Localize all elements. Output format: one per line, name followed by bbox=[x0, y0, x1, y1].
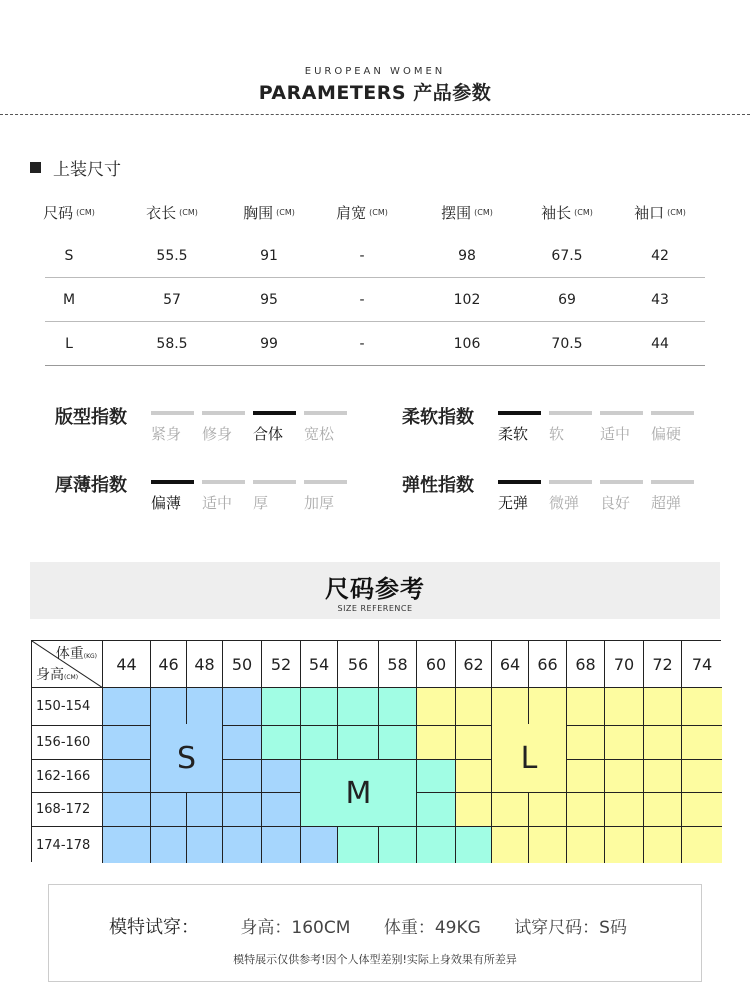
size-cell-s bbox=[103, 793, 151, 827]
size-cell-s bbox=[223, 760, 262, 793]
size-cell-m bbox=[417, 827, 456, 863]
height-row-label: 168-172 bbox=[32, 793, 103, 827]
size-cell-l bbox=[492, 688, 529, 726]
size-cell-l bbox=[567, 793, 605, 827]
size-table-cell: 106 bbox=[453, 335, 481, 352]
unit-label: (CM) bbox=[76, 207, 95, 217]
size-cell-l bbox=[492, 793, 529, 827]
size-cell-l bbox=[682, 688, 722, 726]
size-letter: L bbox=[520, 740, 538, 776]
weight-column-header: 64 bbox=[492, 641, 529, 688]
index-option bbox=[304, 411, 347, 444]
index-label: 弹性指数 bbox=[402, 475, 474, 496]
index-option-bar bbox=[651, 411, 694, 415]
size-cell-s bbox=[223, 793, 262, 827]
size-table-cell: 44 bbox=[651, 335, 669, 352]
header-text: 袖长 bbox=[541, 203, 572, 222]
size-letter: S bbox=[176, 740, 197, 776]
weight-column-header: 50 bbox=[223, 641, 262, 688]
size-cell-m bbox=[338, 827, 379, 863]
size-table-cell: 42 bbox=[651, 247, 669, 264]
weight-column-header: 72 bbox=[644, 641, 682, 688]
size-zone-l bbox=[492, 724, 567, 793]
size-letter: M bbox=[345, 775, 372, 811]
size-cell-s bbox=[223, 726, 262, 760]
unit-label: (CM) bbox=[179, 207, 198, 217]
index-option-text: 紧身 bbox=[151, 425, 182, 443]
size-zone-s bbox=[151, 724, 223, 793]
index-option bbox=[151, 480, 194, 513]
weight-column-header: 68 bbox=[567, 641, 605, 688]
size-zone-m bbox=[301, 760, 417, 827]
index-option-text: 超弹 bbox=[651, 494, 682, 512]
unit-label: (CM) bbox=[667, 207, 686, 217]
index-option bbox=[651, 480, 694, 513]
size-cell-m bbox=[379, 726, 417, 760]
section-title bbox=[30, 155, 121, 180]
unit-label: (CM) bbox=[369, 207, 388, 217]
size-cell-l bbox=[529, 688, 567, 726]
header-text: 衣长 bbox=[146, 203, 177, 222]
header-text: 尺码 bbox=[43, 203, 74, 222]
size-table-cell: 57 bbox=[163, 291, 181, 308]
size-table-cell: - bbox=[359, 247, 365, 264]
header-text: 袖口 bbox=[634, 203, 665, 222]
size-cell-l bbox=[417, 688, 456, 726]
unit-label: (CM) bbox=[474, 207, 493, 217]
index-option bbox=[651, 411, 694, 444]
size-cell-l bbox=[492, 827, 529, 863]
index-option-bar bbox=[600, 411, 643, 415]
index-option bbox=[600, 411, 643, 444]
header-title-en: PARAMETERS bbox=[258, 82, 407, 104]
size-cell-l bbox=[456, 760, 492, 793]
size-reference-title: 尺码参考 bbox=[325, 575, 425, 603]
size-table-header-cell bbox=[24, 190, 114, 234]
weight-column-header: 74 bbox=[682, 641, 722, 688]
size-table-cell: 69 bbox=[558, 291, 576, 308]
size-cell-l bbox=[567, 726, 605, 760]
index-option-bar bbox=[151, 480, 194, 484]
index-option-bar bbox=[651, 480, 694, 484]
index-option-text: 软 bbox=[549, 425, 565, 443]
size-cell-l bbox=[644, 793, 682, 827]
size-reference-subtitle: SIZE REFERENCE bbox=[337, 604, 413, 613]
size-cell-l bbox=[456, 793, 492, 827]
square-bullet-icon bbox=[30, 162, 41, 173]
height-label: 身高 bbox=[36, 667, 64, 683]
index-option-text: 厚 bbox=[253, 494, 269, 512]
section-title-text: 上装尺寸 bbox=[53, 160, 121, 180]
model-weight: 体重：49KG bbox=[383, 918, 481, 938]
size-cell-s bbox=[262, 827, 301, 863]
index-option-bar bbox=[202, 411, 245, 415]
header-text: 摆围 bbox=[441, 203, 472, 222]
weight-column-header: 44 bbox=[103, 641, 151, 688]
model-note: 模特展示仅供参考!因个人体型差别!实际上身效果有所差异 bbox=[233, 953, 517, 966]
size-cell-s bbox=[187, 827, 223, 863]
weight-column-header: 58 bbox=[379, 641, 417, 688]
unit-label: (CM) bbox=[574, 207, 593, 217]
weight-column-header: 52 bbox=[262, 641, 301, 688]
index-option-text: 加厚 bbox=[304, 494, 335, 512]
size-table-cell: L bbox=[65, 335, 73, 352]
index-option-bar bbox=[304, 480, 347, 484]
size-table-cell: - bbox=[359, 335, 365, 352]
size-cell-m bbox=[417, 793, 456, 827]
weight-column-header: 66 bbox=[529, 641, 567, 688]
size-cell-m bbox=[262, 688, 301, 726]
size-cell-s bbox=[262, 760, 301, 793]
size-cell-s bbox=[103, 726, 151, 760]
weight-column-header: 54 bbox=[301, 641, 338, 688]
size-table-cell: 99 bbox=[260, 335, 278, 352]
index-option-text: 宽松 bbox=[304, 425, 335, 443]
height-header bbox=[36, 664, 78, 684]
size-cell-l bbox=[456, 688, 492, 726]
size-reference-banner bbox=[30, 562, 720, 619]
index-option-bar bbox=[549, 480, 592, 484]
index-option-bar bbox=[202, 480, 245, 484]
index-option-bar bbox=[600, 480, 643, 484]
size-table-cell: 102 bbox=[453, 291, 481, 308]
index-option-text: 良好 bbox=[600, 494, 631, 512]
index-option bbox=[549, 480, 592, 513]
index-option-text: 无弹 bbox=[498, 494, 529, 512]
weight-column-header: 62 bbox=[456, 641, 492, 688]
size-cell-m bbox=[338, 688, 379, 726]
size-table-cell: 95 bbox=[260, 291, 278, 308]
index-label: 厚薄指数 bbox=[55, 475, 127, 496]
weight-column-header: 48 bbox=[187, 641, 223, 688]
size-table-cell: 70.5 bbox=[551, 335, 583, 352]
size-table-row bbox=[45, 234, 705, 278]
size-cell-s bbox=[151, 793, 187, 827]
weight-header bbox=[56, 643, 97, 663]
index-option-text: 微弹 bbox=[549, 494, 580, 512]
index-option-text: 偏硬 bbox=[651, 425, 682, 443]
index-option-bar bbox=[253, 411, 296, 415]
size-cell-m bbox=[456, 827, 492, 863]
index-option bbox=[253, 480, 296, 513]
size-reference-grid bbox=[31, 640, 721, 862]
weight-column-header: 70 bbox=[605, 641, 644, 688]
size-table-cell: 58.5 bbox=[156, 335, 188, 352]
size-cell-m bbox=[338, 726, 379, 760]
index-option-text: 适中 bbox=[202, 494, 233, 512]
index-option bbox=[253, 411, 296, 444]
header-text: 胸围 bbox=[243, 203, 274, 222]
index-option-text: 偏薄 bbox=[151, 494, 182, 512]
index-option-text: 适中 bbox=[600, 425, 631, 443]
size-table-header-cell bbox=[127, 190, 217, 234]
size-table-cell: 55.5 bbox=[156, 247, 188, 264]
index-option-bar bbox=[304, 411, 347, 415]
size-cell-m bbox=[379, 688, 417, 726]
size-cell-s bbox=[187, 688, 223, 726]
index-option-bar bbox=[253, 480, 296, 484]
index-option-text: 修身 bbox=[202, 425, 233, 443]
weight-label: 体重 bbox=[55, 646, 84, 662]
size-table-cell: - bbox=[359, 291, 365, 308]
index-option-bar bbox=[498, 480, 541, 484]
size-cell-m bbox=[379, 827, 417, 863]
size-cell-l bbox=[682, 760, 722, 793]
height-row-label: 150-154 bbox=[32, 688, 103, 726]
size-cell-l bbox=[456, 726, 492, 760]
index-option bbox=[202, 411, 245, 444]
size-cell-s bbox=[103, 760, 151, 793]
size-table-header-cell bbox=[522, 190, 612, 234]
size-table-cell: S bbox=[64, 247, 74, 264]
index-option bbox=[600, 480, 643, 513]
size-table-row bbox=[45, 322, 705, 366]
model-size: 试穿尺码：S码 bbox=[514, 918, 627, 938]
header-text: 肩宽 bbox=[336, 203, 367, 222]
size-cell-l bbox=[417, 726, 456, 760]
size-cell-l bbox=[644, 688, 682, 726]
index-option bbox=[151, 411, 194, 444]
size-cell-s bbox=[301, 827, 338, 863]
size-cell-l bbox=[529, 793, 567, 827]
unit-label: (CM) bbox=[276, 207, 295, 217]
size-cell-l bbox=[605, 793, 644, 827]
size-table-cell: 91 bbox=[260, 247, 278, 264]
size-table-cell: 43 bbox=[651, 291, 669, 308]
size-cell-m bbox=[262, 726, 301, 760]
header-title-cn: 产品参数 bbox=[413, 82, 492, 104]
size-table-header-cell bbox=[224, 190, 314, 234]
size-cell-l bbox=[682, 793, 722, 827]
index-option-bar bbox=[151, 411, 194, 415]
size-cell-l bbox=[567, 688, 605, 726]
index-option bbox=[549, 411, 592, 444]
size-table-header-cell bbox=[422, 190, 512, 234]
index-option-bar bbox=[549, 411, 592, 415]
size-cell-m bbox=[417, 760, 456, 793]
index-option bbox=[304, 480, 347, 513]
index-option-text: 合体 bbox=[253, 425, 284, 443]
size-table-cell: 67.5 bbox=[551, 247, 583, 264]
size-cell-l bbox=[529, 827, 567, 863]
size-cell-l bbox=[644, 726, 682, 760]
size-cell-l bbox=[567, 827, 605, 863]
index-option bbox=[202, 480, 245, 513]
size-cell-s bbox=[151, 688, 187, 726]
model-height: 身高：160CM bbox=[240, 918, 351, 938]
size-cell-l bbox=[644, 827, 682, 863]
size-cell-l bbox=[605, 827, 644, 863]
size-cell-s bbox=[187, 793, 223, 827]
index-option bbox=[498, 411, 541, 444]
size-table bbox=[45, 190, 705, 366]
size-table-cell: 98 bbox=[458, 247, 476, 264]
size-table-header bbox=[45, 190, 705, 234]
size-cell-m bbox=[301, 726, 338, 760]
size-table-header-cell bbox=[317, 190, 407, 234]
grid-corner bbox=[32, 641, 103, 688]
size-cell-s bbox=[103, 827, 151, 863]
index-label: 柔软指数 bbox=[402, 407, 474, 428]
index-option-bar bbox=[498, 411, 541, 415]
weight-column-header: 46 bbox=[151, 641, 187, 688]
weight-column-header: 60 bbox=[417, 641, 456, 688]
size-cell-l bbox=[682, 726, 722, 760]
size-table-cell: M bbox=[62, 291, 76, 308]
size-cell-s bbox=[223, 827, 262, 863]
size-cell-l bbox=[682, 827, 722, 863]
size-cell-s bbox=[223, 688, 262, 726]
size-cell-s bbox=[262, 793, 301, 827]
size-cell-l bbox=[605, 688, 644, 726]
weight-column-header: 56 bbox=[338, 641, 379, 688]
size-cell-l bbox=[567, 760, 605, 793]
index-option-text: 柔软 bbox=[498, 425, 529, 443]
height-row-label: 174-178 bbox=[32, 827, 103, 863]
dashed-divider bbox=[0, 114, 750, 115]
height-row-label: 162-166 bbox=[32, 760, 103, 793]
size-cell-l bbox=[605, 760, 644, 793]
model-info-line bbox=[49, 913, 701, 939]
size-table-header-cell bbox=[615, 190, 705, 234]
size-cell-m bbox=[301, 688, 338, 726]
header-subtitle: EUROPEAN WOMEN bbox=[304, 66, 446, 77]
index-label: 版型指数 bbox=[55, 407, 127, 428]
size-table-row bbox=[45, 278, 705, 322]
model-label: 模特试穿： bbox=[109, 917, 200, 938]
size-cell-l bbox=[644, 760, 682, 793]
size-cell-s bbox=[151, 827, 187, 863]
index-option bbox=[498, 480, 541, 513]
model-info-box bbox=[48, 884, 702, 982]
weight-unit: (KG) bbox=[83, 653, 97, 660]
size-cell-l bbox=[605, 726, 644, 760]
header-title bbox=[0, 78, 750, 105]
height-unit: (CM) bbox=[64, 674, 79, 681]
height-row-label: 156-160 bbox=[32, 726, 103, 760]
size-cell-s bbox=[103, 688, 151, 726]
